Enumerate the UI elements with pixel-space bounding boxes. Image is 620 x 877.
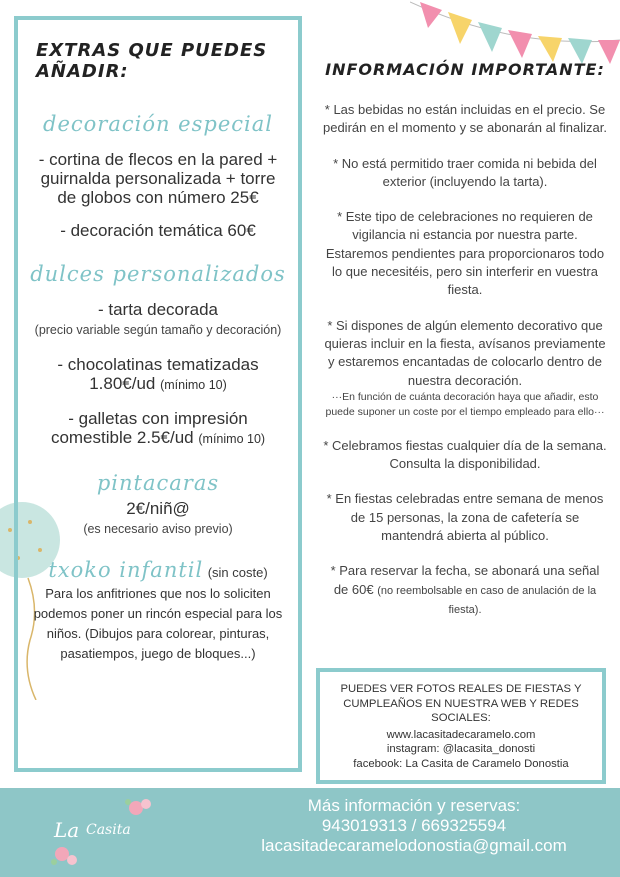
- footer-phones[interactable]: 943019313 / 669325594: [321, 816, 507, 835]
- info-decoracion: [322, 317, 608, 420]
- chocolatinas-text: - chocolatinas tematizadas 1.80€/ud: [57, 355, 259, 393]
- decoracion-heading: decoración especial: [43, 112, 273, 136]
- info-reserva-text: * Para reservar la fecha, se abonará una señal de 60€: [330, 563, 600, 597]
- logo-subtext: Casita: [86, 822, 131, 838]
- social-instagram-link[interactable]: instagram: @lacasita_donosti: [386, 743, 536, 756]
- txoko-heading-row: [30, 558, 286, 582]
- decoracion-item-1: - cortina de flecos en la pared + guirnalda personalizada + torre de globos con número 25€: [38, 150, 278, 207]
- txoko-cost: (sin coste): [207, 565, 268, 580]
- info-decoracion-text: * Si dispones de algún elemento decorativo que quieras incluir en la fiesta, avísanos previamente y estaremos encantadas de colocarlo dentro de nuestra decoración.: [324, 317, 606, 388]
- pintacaras-price: 2€/niñ@: [126, 499, 190, 518]
- footer-contact: [218, 796, 610, 856]
- chocolatinas-item: [30, 355, 286, 395]
- chocolatinas-note: (mínimo 10): [160, 378, 227, 392]
- txoko-text: Para los anfitriones que nos lo soliciten podemos poner un rincón especial para los niños. (Dibujos para colorear, pinturas, pasatiempos, juego de bloques...): [33, 586, 283, 661]
- social-web-link[interactable]: www.lacasitadecaramelo.com: [386, 728, 536, 741]
- logo-text: La: [54, 818, 80, 842]
- info-dias: * Celebramos fiestas cualquier día de la semana. Consulta la disponibilidad.: [323, 437, 607, 472]
- tarta-note: (precio variable según tamaño y decoración): [34, 323, 282, 337]
- galletas-note: (mínimo 10): [198, 432, 266, 446]
- footer-email[interactable]: lacasitadecaramelodonostia@gmail.com: [261, 836, 567, 855]
- decoracion-item-2: - decoración temática 60€: [60, 221, 256, 240]
- pintacaras-heading: pintacaras: [96, 471, 220, 495]
- txoko-heading: txoko infantil: [48, 558, 204, 582]
- pintacaras-note: (es necesario aviso previo): [83, 522, 233, 536]
- info-vigilancia: * Este tipo de celebraciones no requieren de vigilancia ni estancia por nuestra parte. Estaremos pendientes para proporcionaros todo lo que necesitéis, pero sin interferir en vuestra fiesta.: [325, 209, 605, 298]
- social-panel: [316, 668, 606, 784]
- info-reserva: [322, 562, 608, 619]
- dulces-heading: dulces personalizados: [30, 262, 286, 286]
- footer-info-label: Más información y reservas:: [307, 796, 521, 815]
- social-facebook-link[interactable]: facebook: La Casita de Caramelo Donostia: [353, 757, 569, 770]
- extras-panel: [14, 16, 302, 772]
- galletas-item: [30, 409, 286, 449]
- info-comida: * No está permitido traer comida ni bebida del exterior (incluyendo la tarta).: [333, 155, 597, 189]
- info-column: [322, 60, 608, 636]
- galletas-text: - galletas con impresión comestible 2.5€/ud: [50, 409, 248, 447]
- footer-bar: [0, 788, 620, 877]
- info-bebidas: * Las bebidas no están incluidas en el precio. Se pedirán en el momento y se abonarán al finalizar.: [322, 102, 607, 136]
- info-entre-semana: * En fiestas celebradas entre semana de menos de 15 personas, la zona de cafetería se mantendrá abierta al público.: [326, 491, 604, 544]
- logo: [48, 794, 158, 870]
- social-heading: PUEDES VER FOTOS REALES DE FIESTAS Y CUMPLEAÑOS EN NUESTRA WEB Y REDES SOCIALES:: [340, 683, 582, 725]
- info-title: INFORMACIÓN IMPORTANTE:: [325, 60, 605, 79]
- tarta-item: - tarta decorada: [97, 300, 218, 319]
- extras-title: EXTRAS QUE PUEDES AÑADIR:: [36, 40, 268, 82]
- info-reserva-note: (no reembolsable en caso de anulación de la fiesta).: [377, 584, 597, 616]
- info-decoracion-note: ···En función de cuánta decoración haya que añadir, esto puede suponer un coste por el tiempo empleado para ello···: [325, 390, 605, 418]
